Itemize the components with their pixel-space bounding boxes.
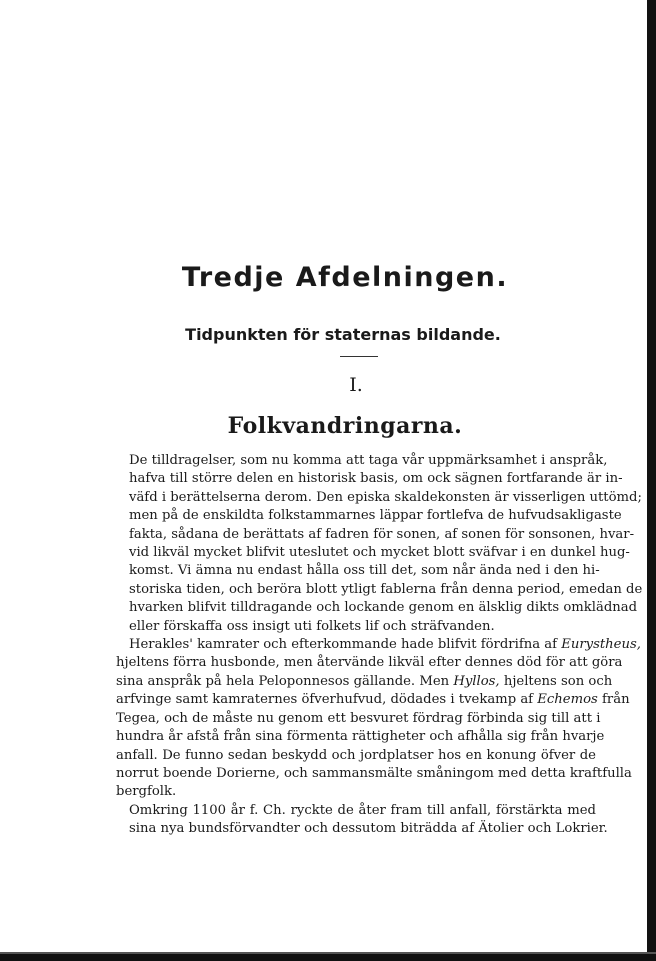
name-eurystheus: Eurystheus, xyxy=(561,637,641,653)
chapter-title: Folkvandringarna. xyxy=(227,413,463,439)
paragraph-2 xyxy=(116,636,641,802)
text-line: Omkring 1100 år f. Ch. ryckte de åter fram till anfall, förstärkta med xyxy=(129,802,596,818)
text-line: anfall. De funno sedan beskydd och jordplatser hos en konung öfver de xyxy=(116,747,596,763)
text-line: sina nya bundsförvandter och dessutom biträdda af Ätolier och Lokrier. xyxy=(129,821,608,837)
text-line: norrut boende Dorierne, och sammansmälte småningom med detta kraftfulla xyxy=(116,765,632,781)
text-run: Herakles' kamrater och efterkommande hade blifvit fördrifna af xyxy=(129,637,558,653)
page-edge-bottom xyxy=(0,954,656,961)
text-run: sina anspråk på hela Peloponnesos gällande. Men xyxy=(116,673,450,689)
text-run: från xyxy=(602,692,630,708)
paragraph-1 xyxy=(116,452,643,636)
text-line: hundra år afstå från sina förmenta rättigheter och afhålla sig från hvarje xyxy=(116,729,605,745)
text-line: fakta, sådana de berättats af fadren för sonen, af sonen för sonsonen, hvar- xyxy=(129,526,635,542)
section-title: Tredje Afdelningen. xyxy=(181,262,509,293)
text-line: väfd i berättelserna derom. Den episka skaldekonsten är visserligen uttömd; xyxy=(129,489,642,505)
page-edge-right xyxy=(647,0,656,961)
name-echemos: Echemos xyxy=(537,692,598,708)
text-line: bergfolk. xyxy=(116,784,177,800)
text-line: Tegea, och de måste nu genom ett besvuret fördrag förbinda sig till att i xyxy=(116,710,601,726)
text-line: eller förskaffa oss insigt uti folkets lif och sträfvanden. xyxy=(129,618,495,634)
chapter-numeral: I. xyxy=(349,374,363,396)
text-line: men på de enskildta folkstammarnes läppar fortlefva de hufvudsakligaste xyxy=(129,508,622,524)
text-line: komst. Vi ämna nu endast hålla oss till det, som når ända ned i den hi- xyxy=(129,563,600,579)
text-line: vid likväl mycket blifvit uteslutet och mycket blott sväfvar i en dunkel hug- xyxy=(129,545,630,561)
paragraph-3 xyxy=(116,802,608,839)
text-run: arfvinge samt kamraternes öfverhufvud, dödades i tvekamp af xyxy=(116,692,534,708)
section-subtitle: Tidpunkten för staternas bildande. xyxy=(185,325,501,344)
text-line: hafva till större delen en historisk basis, om ock sägnen fortfarande är in- xyxy=(129,471,623,487)
text-line xyxy=(116,636,641,654)
text-line: storiska tiden, och beröra blott ytligt fablerna från denna period, emedan de xyxy=(129,581,643,597)
text-run: hjeltens son och xyxy=(503,673,613,689)
text-line: hjeltens förra husbonde, men återvände likväl efter dennes död för att göra xyxy=(116,655,623,671)
text-line: De tilldragelser, som nu komma att taga vår uppmärksamhet i anspråk, xyxy=(129,453,608,468)
divider-rule xyxy=(340,356,378,357)
body-text xyxy=(116,452,643,839)
text-line xyxy=(116,691,630,709)
name-hyllos: Hyllos, xyxy=(453,673,500,689)
text-line xyxy=(116,673,613,691)
text-line: hvarken blifvit tilldragande och lockande genom en älsklig dikts omklädnad xyxy=(129,600,638,616)
